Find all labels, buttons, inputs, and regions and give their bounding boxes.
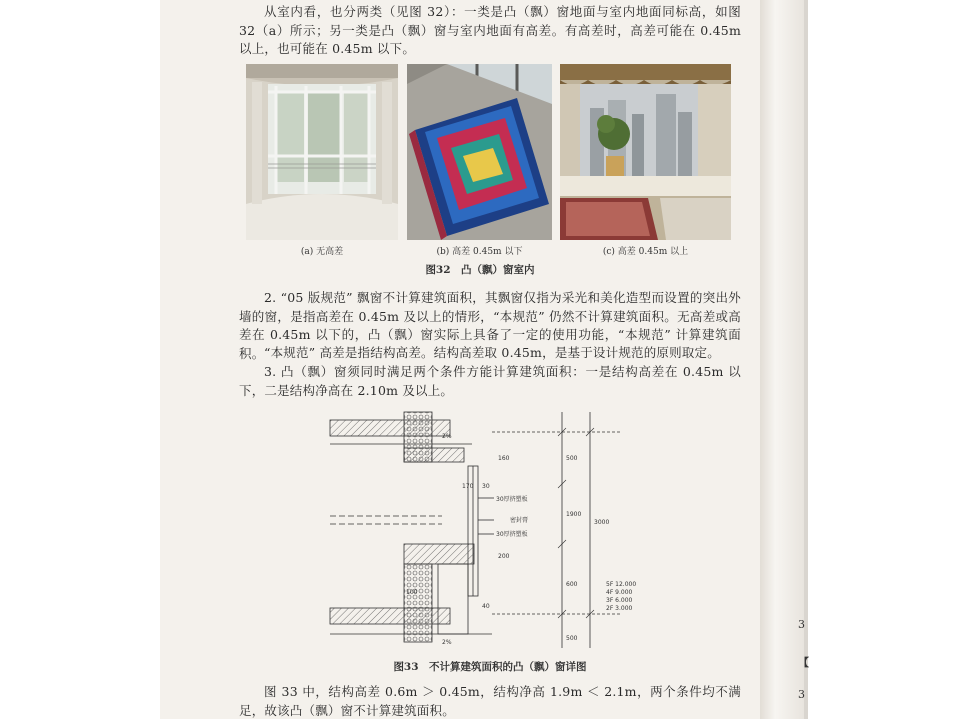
- photo-b: [407, 64, 552, 240]
- label-30: 30: [482, 483, 490, 490]
- label-500-bottom: 500: [566, 635, 578, 642]
- page-gutter: [760, 0, 804, 719]
- next-page: [804, 0, 956, 719]
- next-page-text-3: 3: [798, 688, 805, 701]
- label-200: 200: [498, 553, 510, 560]
- figure32-title: 图32 凸（飘）窗室内: [425, 264, 535, 276]
- caption-a: (a) 无高差: [300, 247, 344, 257]
- label-160: 160: [498, 455, 510, 462]
- label-100: 100: [406, 589, 418, 596]
- label-slope-top: 2%: [442, 433, 452, 440]
- next-page-edge: [804, 0, 808, 719]
- figure33-title: 图33 不计算建筑面积的凸（飘）窗详图: [393, 661, 587, 673]
- paragraph-2b: “本规范” 高差是指结构高差。结构高差取 0.45m，是基于设计规范的原则取定。: [264, 345, 720, 360]
- label-board-top: 30厚挤塑板: [496, 496, 528, 503]
- caption-c: (c) 高差 0.45m 以上: [602, 247, 689, 257]
- label-3000: 3000: [594, 519, 610, 526]
- next-page-text-2: 【: [798, 656, 809, 669]
- label-40: 40: [482, 603, 490, 610]
- label-500-top: 500: [566, 455, 578, 462]
- label-board-bottom: 30厚挤塑板: [496, 531, 528, 538]
- label-sealant: 密封膏: [510, 517, 529, 524]
- paragraph-intro: 从室内看，也分两类（见图 32）：一类是凸（飘）窗地面与室内地面同标高，如图 32（a）所示；另一类是凸（飘）窗与室内地面有高差。有高差时，高差可能在 0.45m 以上，也可能在 0.45m 以下。: [239, 4, 741, 56]
- floor-label-4f: 4F 9.000: [606, 589, 633, 596]
- label-170: 170: [462, 483, 474, 490]
- floor-label-2f: 2F 3.000: [606, 605, 633, 612]
- caption-b: (b) 高差 0.45m 以下: [436, 247, 523, 257]
- paragraph-4: 图 33 中，结构高差 0.6m ＞ 0.45m，结构净高 1.9m ＜ 2.1m，两个条件均不满足，故该凸（飘）窗不计算建筑面积。: [239, 684, 741, 718]
- photo-c: [560, 64, 731, 240]
- floor-label-3f: 3F 6.000: [606, 597, 633, 604]
- photo-a: [246, 64, 398, 240]
- label-600: 600: [566, 581, 578, 588]
- paragraph-3: 3. 凸（飘）窗须同时满足两个条件方能计算建筑面积：一是结构高差在 0.45m 以下，二是结构净高在 2.10m 及以上。: [239, 364, 741, 398]
- figure33-drawing: [322, 408, 652, 656]
- label-slope-bottom: 2%: [442, 639, 452, 646]
- paragraph-2: 2. “05 版规范” 飘窗不计算建筑面积，其飘窗仅指为采光和美化造型而设置的突出外墙的窗，是指高差在 0.45m 及以上的情形，“本规范” 仍然不计算建筑面积。无高差或高差在 0.45m 以下的，凸（飘）窗实际上具备了一定的使用功能，“本规范” 计算建筑面积。: [239, 290, 741, 361]
- label-1900: 1900: [566, 511, 582, 518]
- floor-label-5f: 5F 12.000: [606, 581, 637, 588]
- next-page-text-1: 3: [798, 618, 805, 631]
